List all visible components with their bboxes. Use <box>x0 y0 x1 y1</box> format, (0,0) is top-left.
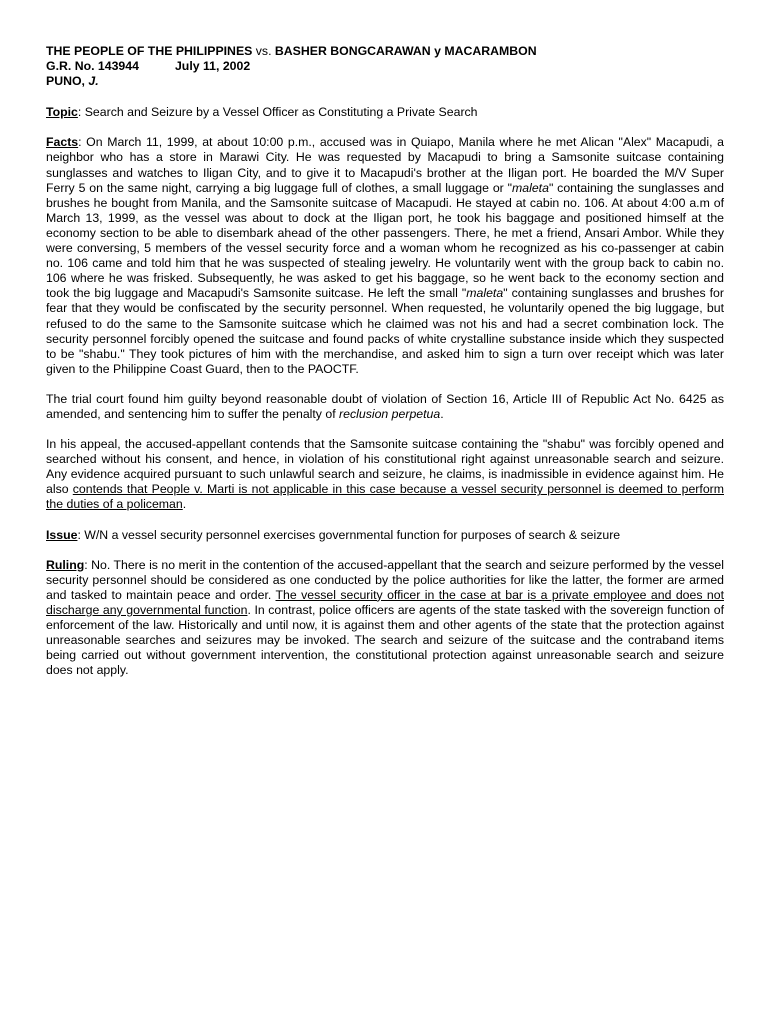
trial-text-2: . <box>440 406 444 421</box>
facts-text-1: : On March 11, 1999, at about 10:00 p.m., accused was in Quiapo, Manila where he met Alican "Alex" Macapudi, a neighbor who has a store in Marawi City. He was requested by Macapudi to bring a Samsonite suitcase containing sunglasses and watches to Iligan City, and to give it to Macapudi's brother at the Iligan port. He boarded the M/V Super Ferry 5 on the same night, carrying a big luggage full of clothes, a small luggage or " <box>46 135 724 195</box>
topic-text: : Search and Seizure by a Vessel Officer as Constituting a Private Search <box>77 105 478 120</box>
appeal-text-2: . <box>182 497 187 512</box>
case-ponente <box>46 74 724 89</box>
appeal-text-1: In his appeal, the accused-appellant contends that the Samsonite suitcase containing the "shabu" was forcibly opened and searched without his consent, and hence, in violation of his constitutional right against unreasonable search and seizure. Any evidence acquired pursuant to such unlawful search and seizure, he claims, is inadmissible in evidence against him. He also <box>46 437 724 497</box>
case-title <box>46 44 724 59</box>
case-gr-number: G.R. No. 143944 <box>46 59 139 74</box>
appeal-underlined: contends that People v. Marti is not applicable in this case because a vessel security personnel is deemed to perform the duties of a policeman <box>46 482 724 512</box>
case-reference <box>46 59 724 74</box>
topic-paragraph <box>46 105 724 120</box>
case-party-2: BASHER BONGCARAWAN y MACARAMBON <box>274 44 537 58</box>
facts-text-2: " containing the sunglasses and brushes he bought from Manila, and the Samsonite suitcase of Macapudi. He stayed at cabin no. 106. At about 4:00 a.m of March 13, 1999, as the vessel was about to dock at the Iligan port, he took his baggage and positioned himself at the economy section to be able to disembark ahead of the other passengers. There, he met a friend, Ansari Ambor. While they were conversing, 5 members of the vessel security force and a woman whom he recognized as his co-passenger at cabin no. 106 came and told him that he was suspected of stealing jewelry. He voluntarily went with the group back to cabin no. 106 where he was frisked. Subsequently, he was asked to get his baggage, so he went back to the economy section and took the big luggage and Macapudi's Samsonite suitcase. He left the small " <box>46 180 724 301</box>
ruling-text-1: : No. There is no merit in the contention of the accused-appellant that the search and seizure performed by the vessel security personnel should be considered as one conducted by the police authorities for like the latter, the former are armed and tasked to maintain peace and order. <box>46 557 724 602</box>
trial-paragraph <box>46 392 724 422</box>
issue-label: Issue <box>46 527 78 542</box>
case-party-1: THE PEOPLE OF THE PHILIPPINES <box>46 44 253 58</box>
facts-paragraph <box>46 135 724 377</box>
appeal-paragraph <box>46 437 724 512</box>
case-vs: vs. <box>255 44 272 58</box>
ponente-name: PUNO, <box>46 74 85 89</box>
facts-italic-2: maleta <box>466 286 504 301</box>
ruling-paragraph <box>46 558 724 679</box>
topic-label: Topic <box>46 105 78 120</box>
ruling-label: Ruling <box>46 557 85 572</box>
facts-text-3: " containing sunglasses and brushes for fear that they would be confiscated by the security personnel. When requested, he voluntarily opened the big luggage, but refused to do the same to the Samsonite suitcase which he claimed was not his and had a secret combination lock. The security personnel forcibly opened the suitcase and found packs of white crystalline substance inside which they suspected to be "shabu." They took pictures of him with the merchandise, and asked him to sign a turn over receipt which was later given to the Philippine Coast Guard, then to the PAOCTF. <box>46 286 724 376</box>
case-date: July 11, 2002 <box>174 59 251 74</box>
ruling-text-2: . In contrast, police officers are agents of the state tasked with the sovereign function of enforcement of the law. Historically and until now, it is against them and other agents of the state that the protection against unreasonable searches and seizures may be invoked. The search and seizure of the suitcase and the contraband items being carried out without government intervention, the constitutional protection against unreasonable search and seizure does not apply. <box>46 602 724 678</box>
facts-italic-1: maleta <box>512 180 549 195</box>
ponente-title: J. <box>88 74 99 89</box>
trial-italic: reclusion perpetua <box>339 406 441 421</box>
issue-paragraph <box>46 528 724 543</box>
issue-text: : W/N a vessel security personnel exercises governmental function for purposes of search & seizure <box>77 527 621 542</box>
facts-label: Facts <box>46 135 79 150</box>
ruling-underlined: The vessel security officer in the case at bar is a private employee and does not discharge any governmental function <box>46 587 724 617</box>
trial-text-1: The trial court found him guilty beyond reasonable doubt of violation of Section 16, Article III of Republic Act No. 6425 as amended, and sentencing him to suffer the penalty of <box>46 391 724 421</box>
